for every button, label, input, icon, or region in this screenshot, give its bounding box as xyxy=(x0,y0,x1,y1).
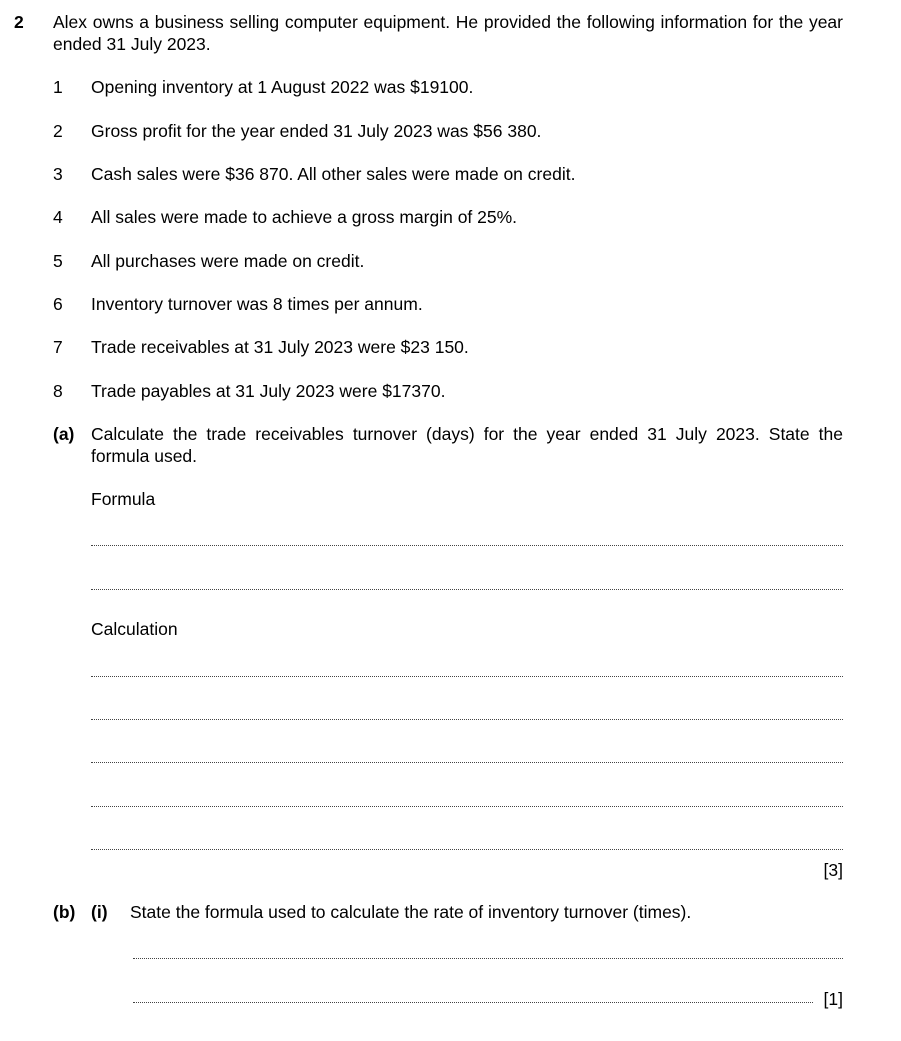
formula-answer-line[interactable] xyxy=(91,589,843,590)
formula-answer-line[interactable] xyxy=(91,545,843,546)
part-b-marks: [1] xyxy=(823,989,843,1009)
info-item-number: 3 xyxy=(53,164,63,184)
part-a-label: (a) xyxy=(53,424,75,444)
info-item-text: Gross profit for the year ended 31 July 2023 was $56 380. xyxy=(91,121,542,141)
part-a-marks: [3] xyxy=(823,860,843,880)
info-item-text: Inventory turnover was 8 times per annum. xyxy=(91,294,423,314)
info-item-text: Trade receivables at 31 July 2023 were $23 150. xyxy=(91,337,469,357)
info-item-number: 8 xyxy=(53,381,63,401)
info-item-number: 1 xyxy=(53,77,63,97)
part-b-answer-line[interactable] xyxy=(133,958,843,959)
info-item-number: 5 xyxy=(53,251,63,271)
calculation-answer-line[interactable] xyxy=(91,676,843,677)
info-item-text: All sales were made to achieve a gross margin of 25%. xyxy=(91,207,518,227)
calculation-answer-line[interactable] xyxy=(91,806,843,807)
calculation-heading: Calculation xyxy=(91,619,178,639)
part-b-question: State the formula used to calculate the rate of inventory turnover (times). xyxy=(130,902,692,922)
part-b-label: (b) xyxy=(53,902,76,922)
calculation-answer-line[interactable] xyxy=(91,719,843,720)
info-item-text: All purchases were made on credit. xyxy=(91,251,365,271)
info-item-text: Opening inventory at 1 August 2022 was $19100. xyxy=(91,77,474,97)
info-item-number: 7 xyxy=(53,337,63,357)
part-b-answer-line[interactable] xyxy=(133,1002,813,1003)
info-item-text: Cash sales were $36 870. All other sales were made on credit. xyxy=(91,164,576,184)
calculation-answer-line[interactable] xyxy=(91,849,843,850)
info-item-number: 6 xyxy=(53,294,63,314)
info-item-number: 2 xyxy=(53,121,63,141)
calculation-answer-line[interactable] xyxy=(91,762,843,763)
info-item-number: 4 xyxy=(53,207,63,227)
question-intro: Alex owns a business selling computer equipment. He provided the following information for the year ended 31 July 2023. xyxy=(53,12,843,54)
part-b-sub-label: (i) xyxy=(91,902,108,922)
question-number: 2 xyxy=(14,12,24,32)
part-a-question: Calculate the trade receivables turnover (days) for the year ended 31 July 2023. State the formula used. xyxy=(91,424,843,466)
formula-heading: Formula xyxy=(91,489,156,509)
info-item-text: Trade payables at 31 July 2023 were $17370. xyxy=(91,381,446,401)
